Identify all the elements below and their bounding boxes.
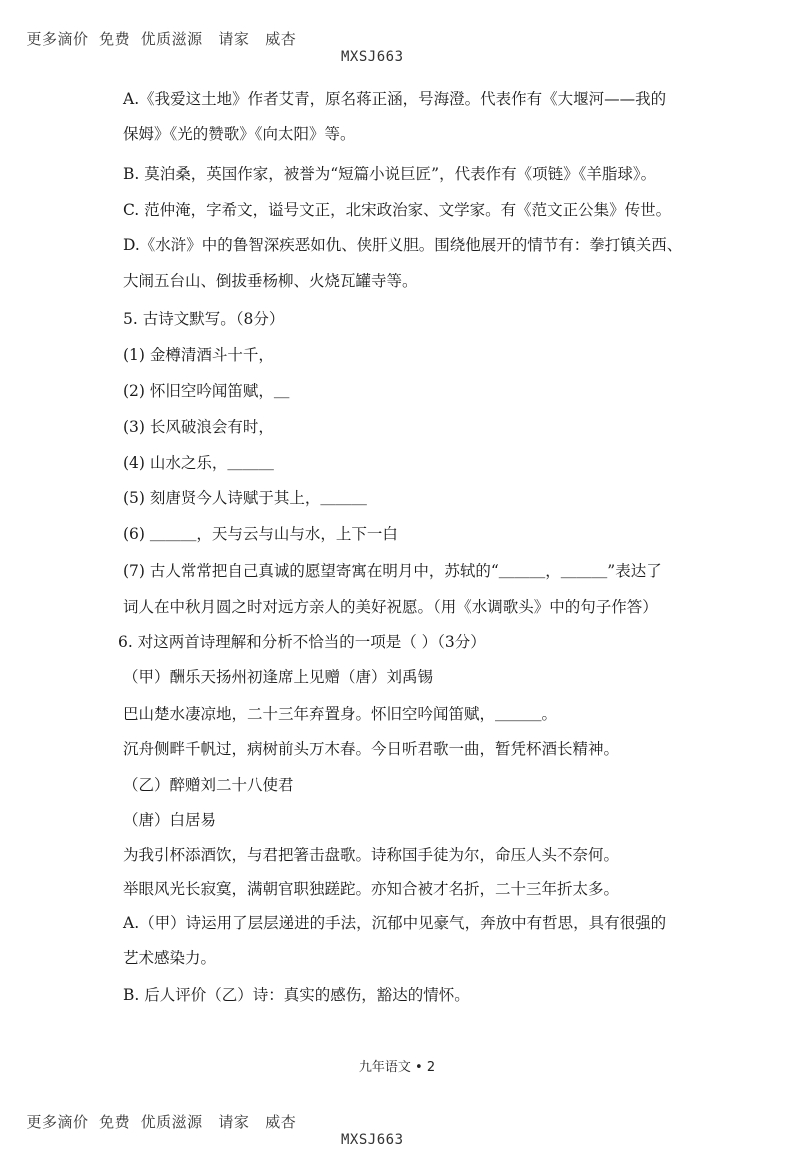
dictation-item-3: (3) 长风破浪会有时，	[123, 418, 274, 436]
q6-option-b-line: B. 后人评价（乙）诗：真实的感伤，豁达的情怀。	[123, 986, 470, 1004]
question-5-title: 5. 古诗文默写。（8分）	[123, 310, 285, 328]
question-6-title: 6. 对这两首诗理解和分析不恰当的一项是（ ）（3分）	[118, 633, 486, 651]
q6-option-a-line-1: A.（甲）诗运用了层层递进的手法，沉郁中见豪气，奔放中有哲思，具有很强的	[123, 914, 667, 932]
option-a-line-1: A.《我爱这土地》作者艾青，原名蒋正涵，号海澄。代表作有《大堰河——我的	[123, 90, 667, 108]
poem-a-line-2: 沉舟侧畔千帆过，病树前头万木春。今日听君歌一曲，暂凭杯酒长精神。	[123, 740, 620, 758]
poem-b-author: （唐）白居易	[123, 811, 217, 829]
watermark-text: 更多滴价 免费 优质滋源 请家 威杏	[26, 1113, 297, 1131]
option-c-line: C. 范仲淹，字希文，谥号文正，北宋政治家、文学家。有《范文正公集》传世。	[123, 201, 672, 219]
watermark-code: MXSJ663	[341, 1132, 404, 1148]
dictation-item-7-line-1: (7) 古人常常把自己真诚的愿望寄寓在明月中，苏轼的“＿＿＿，＿＿＿”表达了	[123, 562, 662, 580]
poem-a-title: （甲）酬乐天扬州初逢席上见赠（唐）刘禹锡	[123, 668, 434, 686]
watermark-top	[16, 10, 404, 67]
dictation-item-7-line-2: 词人在中秋月圆之时对远方亲人的美好祝愿。（用《水调歌头》中的句子作答）	[123, 598, 658, 616]
poem-b-line-1: 为我引杯添酒饮，与君把箸击盘歌。诗称国手徒为尔，命压人头不奈何。	[123, 846, 620, 864]
option-d-line-1: D.《水浒》中的鲁智深疾恶如仇、侠肝义胆。围绕他展开的情节有：拳打镇关西、	[123, 236, 683, 254]
option-b-line: B. 莫泊桑，英国作家，被誉为“短篇小说巨匠”，代表作有《项链》《羊脂球》。	[123, 165, 657, 183]
poem-b-title: （乙）醉赠刘二十八使君	[123, 776, 294, 794]
page-footer: 九年语文 • 2	[358, 1060, 436, 1075]
watermark-text: 更多滴价 免费 优质滋源 请家 威杏	[26, 30, 297, 48]
dictation-item-2: (2) 怀旧空吟闻笛赋，＿	[123, 382, 290, 400]
option-d-line-2: 大闹五台山、倒拔垂杨柳、火烧瓦罐寺等。	[123, 272, 418, 290]
watermark-bottom	[16, 1093, 404, 1150]
dictation-item-6: (6) ＿＿＿，天与云与山与水，上下一白	[123, 525, 398, 543]
dictation-item-1: (1) 金樽清酒斗十千，	[123, 346, 274, 364]
q6-option-a-line-2: 艺术感染力。	[123, 949, 217, 967]
poem-a-line-1: 巴山楚水凄凉地，二十三年弃置身。怀旧空吟闻笛赋，＿＿＿。	[123, 705, 558, 723]
option-a-line-2: 保姆》《光的赞歌》《向太阳》等。	[123, 125, 356, 143]
dictation-item-5: (5) 刻唐贤今人诗赋于其上，＿＿＿	[123, 489, 367, 507]
watermark-code: MXSJ663	[341, 49, 404, 65]
poem-b-line-2: 举眼风光长寂寞，满朝官职独蹉跎。亦知合被才名折，二十三年折太多。	[123, 880, 620, 898]
dictation-item-4: (4) 山水之乐，＿＿＿	[123, 454, 274, 472]
